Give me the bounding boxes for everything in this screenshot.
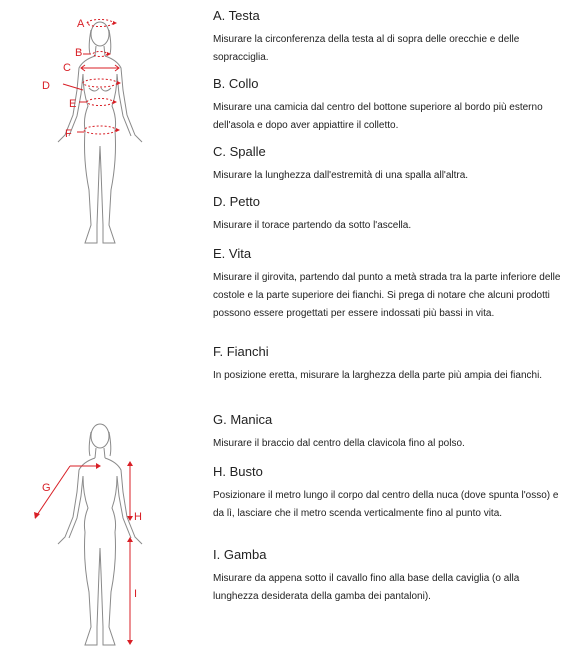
back-body-outline [58,424,142,645]
section-text: Misurare il braccio dal centro della clavicola fino al polso. [213,438,465,449]
section-title: C. Spalle [213,144,266,159]
label-d: D [42,80,50,92]
section-text: In posizione eretta, misurare la larghezza della parte più ampia dei fianchi. [213,370,543,381]
section-title: I. Gamba [213,547,267,562]
section-spalle [213,144,563,185]
section-title: G. Manica [213,412,273,427]
section-title: E. Vita [213,246,252,261]
label-g: G [42,482,51,494]
section-manica [213,412,563,453]
label-e: E [69,98,77,110]
section-text: Misurare il torace partendo da sotto l'ascella. [213,220,412,231]
section-title: H. Busto [213,464,263,479]
section-title: B. Collo [213,76,259,91]
section-title: F. Fianchi [213,344,269,359]
front-body-diagram [25,10,185,250]
section-petto [213,194,563,235]
section-busto [213,464,563,523]
section-title: A. Testa [213,8,260,23]
section-gamba [213,547,563,606]
label-h: H [134,511,142,523]
section-vita [213,246,563,323]
back-body-diagram [25,420,185,652]
section-text: Misurare la circonferenza della testa al di sopra delle orecchie e delle sopracciglia. [213,34,520,63]
label-b: B [75,47,83,59]
label-a: A [77,18,85,30]
section-testa [213,8,563,67]
front-body-svg [25,10,185,250]
section-text: Misurare da appena sotto il cavallo fino alla base della caviglia (o alla lunghezza desiderata della gamba dei pantaloni). [213,573,520,602]
section-text: Misurare una camicia dal centro del bottone superiore al bordo più esterno dell'asola e dopo aver appiattire il colletto. [213,102,543,131]
section-collo [213,76,563,135]
section-fianchi [213,344,563,385]
section-text: Misurare il girovita, partendo dal punto a metà strada tra la parte inferiore delle costole e la parte superiore dei fianchi. Si prega di notare che alcuni prodotti possono essere progettati per essere indossati più bassi in vita. [213,272,561,319]
label-i: I [134,588,138,600]
section-text: Misurare la lunghezza dall'estremità di una spalla all'altra. [213,170,469,181]
back-body-svg [25,420,185,652]
label-f: F [65,128,72,140]
section-title: D. Petto [213,194,260,209]
section-text: Posizionare il metro lungo il corpo dal centro della nuca (dove spunta l'osso) e da lì, lasciare che il metro scenda verticalmente fino al punto vita. [213,490,559,519]
label-c: C [63,62,71,74]
